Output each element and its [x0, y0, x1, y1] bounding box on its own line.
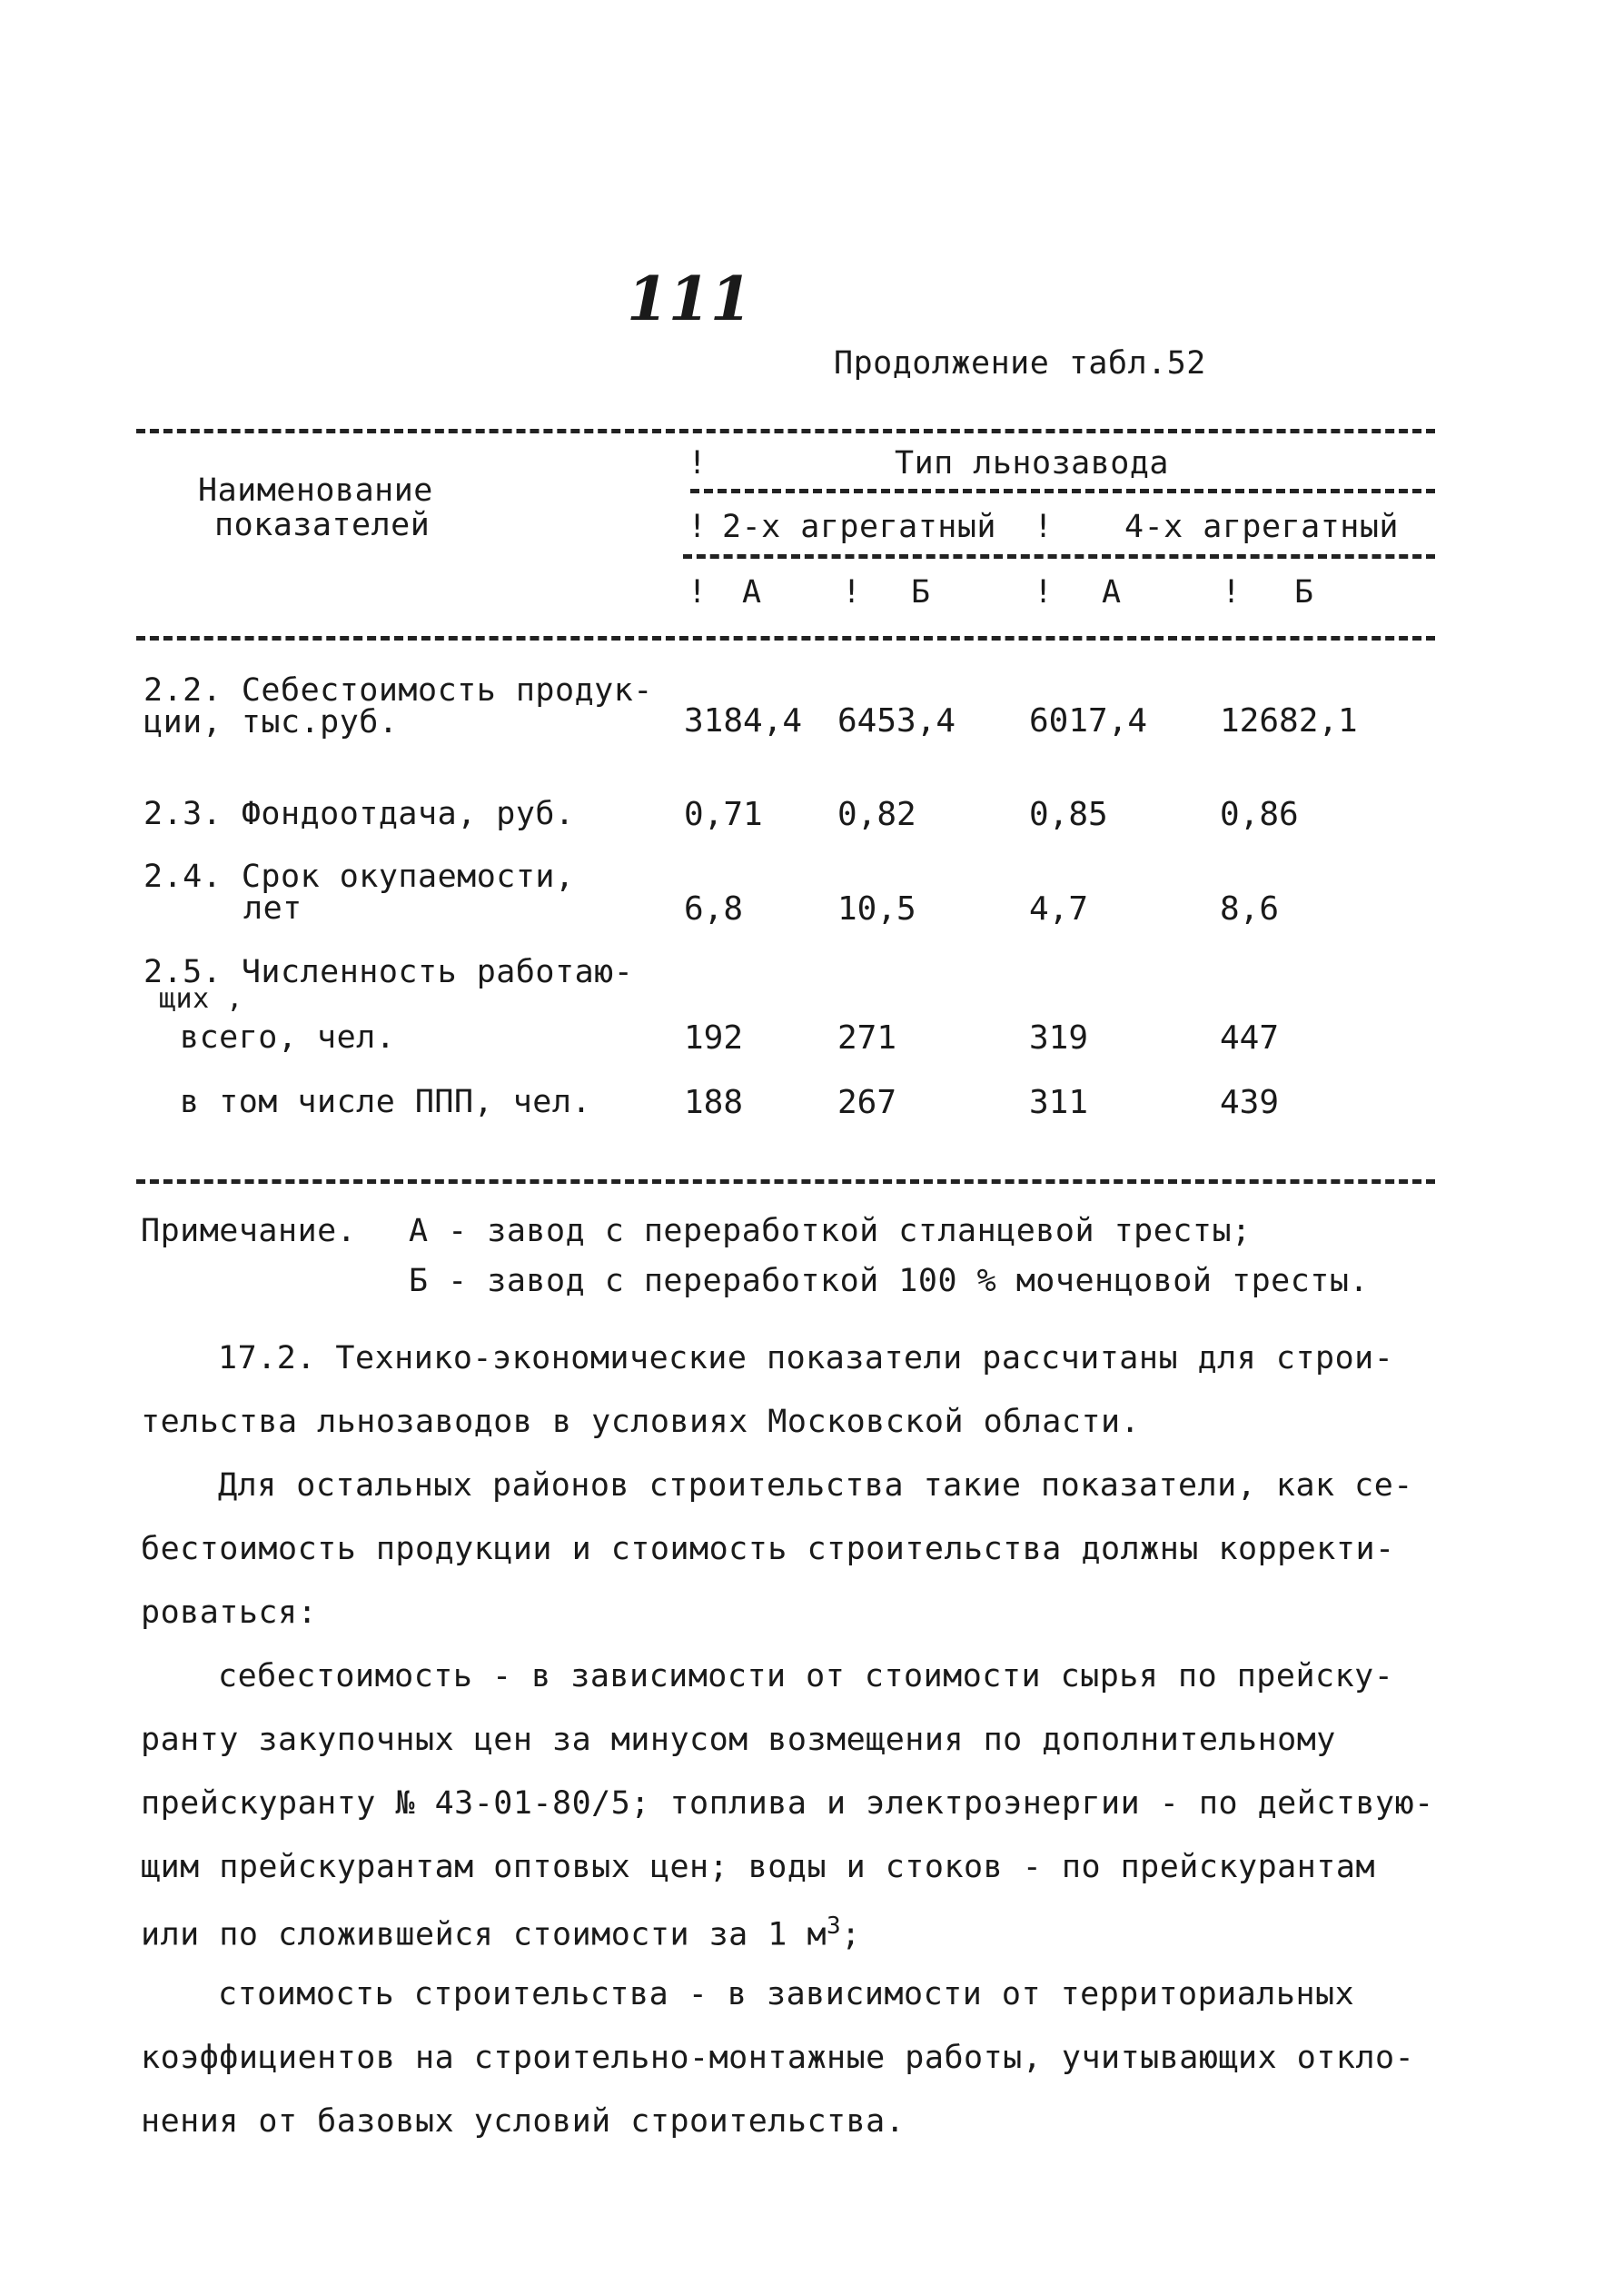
row-label: 2.3. Фондоотдача, руб.	[144, 796, 575, 832]
table-top-rule	[136, 429, 1435, 433]
group-header-2x: 2-х агрегатный	[722, 509, 997, 545]
header-rule-2	[683, 554, 1435, 559]
sub-header-a: А	[742, 574, 762, 611]
note-label: Примечание.	[141, 1213, 357, 1249]
note-line-b: Б - завод с переработкой 100 % моченцовой тресты.	[409, 1263, 1370, 1299]
sub-header-a: А	[1102, 574, 1122, 611]
type-header: Тип льнозавода	[895, 445, 1170, 482]
paragraph-text: или по сложившейся стоимости за 1 м	[141, 1916, 827, 1953]
cell-value: 188	[684, 1084, 744, 1121]
paragraph-line: стоимость строительства - в зависимости от территориальных	[218, 1976, 1355, 2012]
paragraph-line-m3	[141, 1912, 861, 1953]
paragraph-line: 17.2. Технико-экономические показатели рассчитаны для строи-	[218, 1340, 1394, 1376]
cell-value: 0,86	[1220, 796, 1299, 833]
paragraph-line: бестоимость продукции и стоимость строительства должны корректи-	[141, 1531, 1395, 1567]
row-label: всего, чел.	[180, 1019, 396, 1056]
header-rule-1	[690, 489, 1435, 493]
row-label: щих ,	[159, 983, 243, 1015]
note-line-a: А - завод с переработкой стланцевой тресты;	[409, 1213, 1252, 1249]
paragraph-line: роваться:	[141, 1595, 318, 1631]
paragraph-text: ;	[841, 1916, 861, 1953]
header-bang: !	[688, 574, 708, 611]
cell-value: 0,82	[837, 796, 916, 833]
cell-value: 4,7	[1029, 890, 1089, 928]
header-bang: !	[1034, 509, 1054, 545]
header-bang: !	[1222, 574, 1242, 611]
row-label: лет	[243, 890, 302, 927]
paragraph-line: Для остальных районов строительства такие показатели, как се-	[218, 1467, 1413, 1504]
paragraph-line: прейскуранту № 43-01-80/5; топлива и электроэнергии - по действую-	[141, 1785, 1434, 1822]
header-bang: !	[688, 445, 708, 482]
row-label: 2.2. Себестоимость продук-	[144, 672, 653, 709]
superscript: 3	[827, 1912, 842, 1940]
page-number: 111	[627, 263, 752, 334]
row-label: 2.5. Численность работаю-	[144, 954, 634, 990]
table-caption: Продолжение табл.52	[834, 345, 1206, 382]
cell-value: 6017,4	[1029, 702, 1148, 740]
cell-value: 8,6	[1220, 890, 1280, 928]
cell-value: 3184,4	[684, 702, 803, 740]
cell-value: 319	[1029, 1019, 1089, 1057]
cell-value: 0,85	[1029, 796, 1108, 833]
cell-value: 439	[1220, 1084, 1280, 1121]
row-label: 2.4. Срок окупаемости,	[144, 859, 575, 895]
paragraph-line: нения от базовых условий строительства.	[141, 2103, 906, 2140]
sub-header-b: Б	[911, 574, 931, 611]
cell-value: 447	[1220, 1019, 1280, 1057]
group-header-4x: 4-х агрегатный	[1124, 509, 1400, 545]
cell-value: 6453,4	[837, 702, 956, 740]
cell-value: 0,71	[684, 796, 763, 833]
paragraph-line: себестоимость - в зависимости от стоимости сырья по прейску-	[218, 1658, 1394, 1694]
cell-value: 311	[1029, 1084, 1089, 1121]
paragraph-line: щим прейскурантам оптовых цен; воды и стоков - по прейскурантам	[141, 1849, 1376, 1885]
sub-header-b: Б	[1294, 574, 1314, 611]
cell-value: 12682,1	[1220, 702, 1358, 740]
table-bottom-rule	[136, 1179, 1435, 1184]
row-label: в том числе ППП, чел.	[180, 1084, 592, 1120]
paragraph-line: тельства льнозаводов в условиях Московской области.	[141, 1404, 1141, 1440]
header-bang: !	[1034, 574, 1054, 611]
cell-value: 6,8	[684, 890, 744, 928]
header-bottom-rule	[136, 636, 1435, 641]
header-bang: !	[688, 509, 708, 545]
row-label: ции, тыс.руб.	[144, 704, 399, 740]
cell-value: 192	[684, 1019, 744, 1057]
cell-value: 271	[837, 1019, 897, 1057]
indicator-header-line1: Наименование	[198, 472, 433, 509]
header-bang: !	[842, 574, 862, 611]
cell-value: 267	[837, 1084, 897, 1121]
paragraph-line: ранту закупочных цен за минусом возмещения по дополнительному	[141, 1722, 1336, 1758]
indicator-header-line2: показателей	[214, 507, 431, 543]
paragraph-line: коэффициентов на строительно-монтажные работы, учитывающих откло-	[141, 2040, 1415, 2076]
cell-value: 10,5	[837, 890, 916, 928]
